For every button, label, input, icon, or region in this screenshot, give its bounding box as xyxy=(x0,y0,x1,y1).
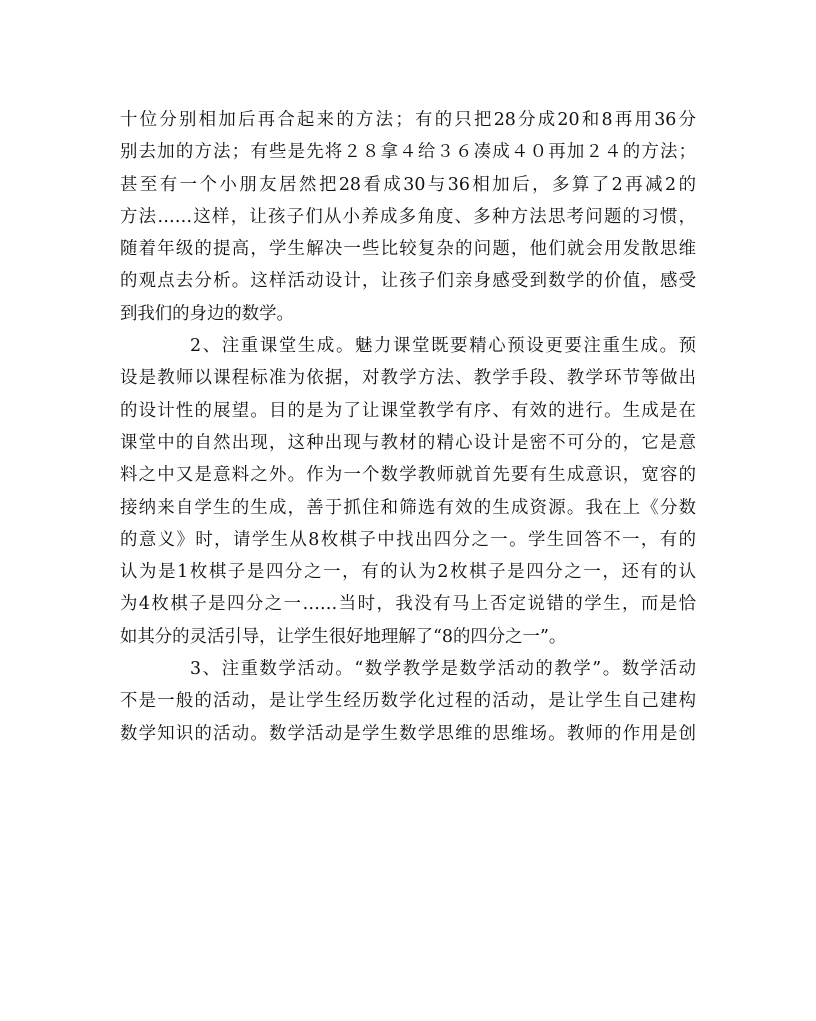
text-line: 甚至有一个小朋友居然把28看成30与36相加后，多算了2再减2的 xyxy=(120,174,696,195)
text-line: 如其分的灵活引导，让学生很好地理解了“8的四分之一”。 xyxy=(120,626,567,647)
text-line: 方法……这样，让孩子们从小养成多角度、多种方法思考问题的习惯， xyxy=(120,206,696,227)
text-line: 课堂中的自然出现，这种出现与教材的精心设计是密不可分的，它是意 xyxy=(120,432,696,453)
text-line: 十位分别相加后再合起来的方法；有的只把28分成20和8再用36分 xyxy=(120,110,696,130)
text-line: 不是一般的活动，是让学生经历数学化过程的活动，是让学生自己建构 xyxy=(120,691,696,712)
paragraph-2 xyxy=(120,330,696,653)
text-line: 2、注重课堂生成。魅力课堂既要精心预设更要注重生成。预 xyxy=(190,336,696,357)
text-line: 的观点去分析。这样活动设计，让孩子们亲身感受到数学的价值，感受 xyxy=(120,271,696,292)
text-line: 别去加的方法；有些是先将２８拿４给３６凑成４０再加２４的方法； xyxy=(120,142,696,163)
paragraph-3 xyxy=(120,653,696,750)
text-line: 料之中又是意料之外。作为一个数学教师就首先要有生成意识，宽容的 xyxy=(120,465,696,486)
text-line: 的意义》时，请学生从8枚棋子中找出四分之一。学生回答不一，有的 xyxy=(120,529,696,550)
text-line: 到我们的身边的数学。 xyxy=(120,303,294,324)
text-line: 的设计性的展望。目的是为了让课堂教学有序、有效的进行。生成是在 xyxy=(120,400,696,421)
text-line: 3、注重数学活动。“数学教学是数学活动的教学”。数学活动 xyxy=(190,659,696,680)
paragraph-1 xyxy=(120,104,696,330)
document-body xyxy=(120,104,696,750)
text-line: 数学知识的活动。数学活动是学生数学思维的思维场。教师的作用是创 xyxy=(120,723,696,744)
text-line: 设是教师以课程标准为依据，对教学方法、教学手段、教学环节等做出 xyxy=(120,368,696,389)
text-line: 为4枚棋子是四分之一……当时，我没有马上否定说错的学生，而是恰 xyxy=(120,594,696,615)
text-line: 随着年级的提高，学生解决一些比较复杂的问题，他们就会用发散思维 xyxy=(120,239,696,260)
text-line: 认为是1枚棋子是四分之一，有的认为2枚棋子是四分之一，还有的认 xyxy=(120,562,696,583)
text-line: 接纳来自学生的生成，善于抓住和筛选有效的生成资源。我在上《分数 xyxy=(120,497,696,518)
